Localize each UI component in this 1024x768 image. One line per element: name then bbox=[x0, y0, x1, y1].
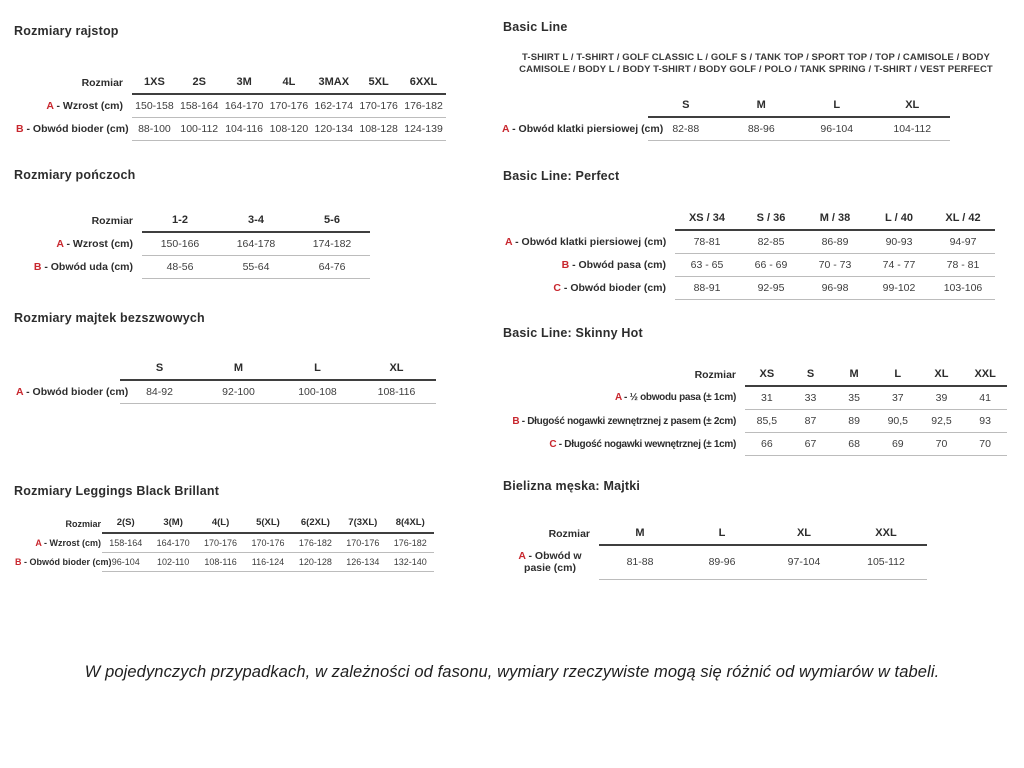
measurement-value-cell: 33 bbox=[789, 386, 833, 410]
measurement-value-cell: 92,5 bbox=[920, 410, 964, 433]
size-table bbox=[14, 210, 370, 279]
row-letter-marker: A bbox=[16, 385, 24, 398]
disclaimer-note: W pojedynczych przypadkach, w zależności od fasonu, wymiary rzeczywiste mogą się różnić od wymiarów w tabeli. bbox=[84, 662, 940, 681]
measurement-value-cell: 164-170 bbox=[222, 94, 267, 118]
size-column-header: M bbox=[599, 523, 681, 545]
header-row bbox=[503, 364, 1007, 386]
size-column-header: 1-2 bbox=[142, 210, 218, 232]
size-column-header: 5XL bbox=[356, 72, 401, 94]
size-column-header: L / 40 bbox=[867, 208, 931, 230]
row-label: A - Wzrost (cm) bbox=[35, 537, 101, 548]
row-letter-marker: C bbox=[549, 438, 557, 450]
measurement-value-cell: 88-100 bbox=[132, 118, 177, 141]
measurement-value-cell: 74 - 77 bbox=[867, 254, 931, 277]
measurement-value-cell: 78-81 bbox=[675, 230, 739, 254]
size-column-header: 3-4 bbox=[218, 210, 294, 232]
measurement-value-cell: 116-124 bbox=[244, 553, 291, 572]
size-table bbox=[14, 72, 446, 141]
size-column-header: XL bbox=[357, 358, 436, 380]
measurement-value-cell: 105-112 bbox=[845, 545, 927, 579]
size-column-header: 6XXL bbox=[401, 72, 446, 94]
measurement-value-cell: 70 bbox=[920, 433, 964, 456]
row-letter-marker: A bbox=[46, 99, 54, 112]
row-letter-marker: C bbox=[553, 282, 561, 294]
measurement-value-cell: 164-170 bbox=[149, 533, 196, 553]
measurement-value-cell: 68 bbox=[832, 433, 876, 456]
measurement-value-cell: 158-164 bbox=[177, 94, 222, 118]
row-letter-marker: A bbox=[502, 122, 510, 135]
measurement-value-cell: 70 bbox=[963, 433, 1007, 456]
section-title: Rozmiary majtek bezszwowych bbox=[14, 311, 205, 325]
size-table bbox=[14, 358, 436, 404]
measurement-row bbox=[14, 256, 370, 279]
measurement-value-cell: 99-102 bbox=[867, 277, 931, 300]
size-table bbox=[14, 514, 434, 572]
measurement-value-cell: 64-76 bbox=[294, 256, 370, 279]
section-basic-line bbox=[500, 20, 1012, 141]
size-table bbox=[503, 208, 995, 300]
measurement-value-cell: 41 bbox=[963, 386, 1007, 410]
section-bielizna-meska-majtki bbox=[503, 479, 927, 580]
size-table bbox=[503, 364, 1007, 456]
size-column-header: XXL bbox=[963, 364, 1007, 386]
measurement-value-cell: 108-116 bbox=[197, 553, 244, 572]
measurement-value-cell: 92-100 bbox=[199, 380, 278, 404]
section-rozmiary-majtek-bezszwowych bbox=[14, 311, 436, 404]
measurement-value-cell: 104-112 bbox=[875, 117, 951, 141]
measurement-row bbox=[503, 230, 995, 254]
size-column-header: 1XS bbox=[132, 72, 177, 94]
measurement-value-cell: 82-88 bbox=[648, 117, 724, 141]
row-label: A - ½ obwodu pasa (± 1cm) bbox=[615, 392, 736, 404]
measurement-value-cell: 162-174 bbox=[311, 94, 356, 118]
measurement-value-cell: 37 bbox=[876, 386, 920, 410]
measurement-value-cell: 63 - 65 bbox=[675, 254, 739, 277]
table-corner-label: Rozmiar bbox=[548, 528, 590, 540]
row-label: A - Obwód klatki piersiowej (cm) bbox=[502, 122, 664, 135]
row-letter-marker: A bbox=[505, 235, 513, 248]
measurement-value-cell: 97-104 bbox=[763, 545, 845, 579]
measurement-value-cell: 89 bbox=[832, 410, 876, 433]
section-rozmiary-ponczoch bbox=[14, 168, 370, 279]
table-corner-label bbox=[14, 358, 120, 380]
size-table bbox=[503, 523, 927, 580]
row-label: A - Obwód w pasie (cm) bbox=[518, 550, 582, 574]
measurement-value-cell: 81-88 bbox=[599, 545, 681, 579]
measurement-value-cell: 96-104 bbox=[799, 117, 875, 141]
measurement-value-cell: 104-116 bbox=[222, 118, 267, 141]
table-corner-label bbox=[503, 208, 675, 230]
row-letter-marker: A bbox=[518, 550, 526, 562]
size-column-header: 3(M) bbox=[149, 514, 196, 533]
size-column-header: M bbox=[832, 364, 876, 386]
section-basic-line-perfect bbox=[503, 169, 995, 300]
size-column-header: XXL bbox=[845, 523, 927, 545]
section-title: Rozmiary rajstop bbox=[14, 24, 119, 38]
measurement-value-cell: 66 - 69 bbox=[739, 254, 803, 277]
row-label: B - Obwód pasa (cm) bbox=[561, 259, 666, 271]
size-column-header: 7(3XL) bbox=[339, 514, 386, 533]
section-rozmiary-leggings bbox=[14, 484, 434, 572]
row-label: C - Długość nogawki wewnętrznej (± 1cm) bbox=[549, 438, 736, 450]
measurement-row bbox=[503, 433, 1007, 456]
measurement-value-cell: 170-176 bbox=[244, 533, 291, 553]
measurement-value-cell: 31 bbox=[745, 386, 789, 410]
measurement-value-cell: 170-176 bbox=[267, 94, 312, 118]
size-column-header: M bbox=[724, 95, 800, 117]
row-letter-marker: A bbox=[615, 392, 622, 404]
row-letter-marker: B bbox=[561, 259, 570, 271]
row-label: B - Obwód uda (cm) bbox=[33, 261, 133, 273]
measurement-row bbox=[503, 386, 1007, 410]
measurement-value-cell: 120-134 bbox=[311, 118, 356, 141]
measurement-value-cell: 102-110 bbox=[149, 553, 196, 572]
size-column-header: 2S bbox=[177, 72, 222, 94]
table-corner-label: Rozmiar bbox=[694, 369, 736, 381]
row-label: C - Obwód bioder (cm) bbox=[553, 282, 666, 294]
header-row bbox=[500, 95, 950, 117]
ponczoch-size-table bbox=[14, 210, 370, 279]
measurement-value-cell: 150-166 bbox=[142, 232, 218, 256]
measurement-value-cell: 92-95 bbox=[739, 277, 803, 300]
section-title: Basic Line: Skinny Hot bbox=[503, 326, 643, 340]
size-column-header: S bbox=[789, 364, 833, 386]
measurement-value-cell: 150-158 bbox=[132, 94, 177, 118]
measurement-value-cell: 96-104 bbox=[102, 553, 149, 572]
row-label: B - Obwód bioder (cm) bbox=[15, 557, 112, 567]
section-title: Basic Line bbox=[503, 20, 568, 34]
measurement-row bbox=[14, 118, 446, 141]
header-row bbox=[14, 358, 436, 380]
row-letter-marker: B bbox=[33, 261, 42, 273]
size-column-header: M / 38 bbox=[803, 208, 867, 230]
section-rozmiary-rajstop bbox=[14, 24, 446, 141]
size-column-header: 2(S) bbox=[102, 514, 149, 533]
measurement-value-cell: 100-112 bbox=[177, 118, 222, 141]
size-column-header: XS / 34 bbox=[675, 208, 739, 230]
measurement-value-cell: 96-98 bbox=[803, 277, 867, 300]
size-column-header: 3M bbox=[222, 72, 267, 94]
measurement-value-cell: 89-96 bbox=[681, 545, 763, 579]
measurement-value-cell: 93 bbox=[963, 410, 1007, 433]
measurement-value-cell: 67 bbox=[789, 433, 833, 456]
section-title: Bielizna męska: Majtki bbox=[503, 479, 641, 493]
measurement-value-cell: 48-56 bbox=[142, 256, 218, 279]
size-column-header: 5-6 bbox=[294, 210, 370, 232]
measurement-row bbox=[14, 232, 370, 256]
size-column-header: 8(4XL) bbox=[387, 514, 434, 533]
measurement-value-cell: 88-96 bbox=[724, 117, 800, 141]
row-letter-marker: B bbox=[15, 557, 22, 567]
measurement-row bbox=[14, 533, 434, 553]
section-title: Basic Line: Perfect bbox=[503, 169, 620, 183]
measurement-value-cell: 55-64 bbox=[218, 256, 294, 279]
table-corner-label: Rozmiar bbox=[91, 215, 133, 227]
header-row bbox=[14, 210, 370, 232]
measurement-row bbox=[14, 553, 434, 572]
measurement-value-cell: 35 bbox=[832, 386, 876, 410]
measurement-row bbox=[503, 254, 995, 277]
row-label: A - Obwód bioder (cm) bbox=[16, 385, 129, 398]
measurement-value-cell: 158-164 bbox=[102, 533, 149, 553]
size-table bbox=[500, 95, 950, 141]
measurement-value-cell: 78 - 81 bbox=[931, 254, 995, 277]
size-column-header: 6(2XL) bbox=[292, 514, 339, 533]
measurement-value-cell: 94-97 bbox=[931, 230, 995, 254]
measurement-value-cell: 176-182 bbox=[292, 533, 339, 553]
majtek-size-table bbox=[14, 358, 436, 404]
skinny-hot-size-table bbox=[503, 364, 1007, 456]
rajstop-size-table bbox=[14, 72, 446, 141]
row-label: A - Wzrost (cm) bbox=[56, 237, 133, 250]
size-column-header: M bbox=[199, 358, 278, 380]
size-column-header: L bbox=[278, 358, 357, 380]
row-label: A - Wzrost (cm) bbox=[46, 99, 123, 112]
size-column-header: 4L bbox=[267, 72, 312, 94]
measurement-value-cell: 86-89 bbox=[803, 230, 867, 254]
size-column-header: 4(L) bbox=[197, 514, 244, 533]
basic-line-size-table bbox=[500, 95, 950, 141]
row-letter-marker: A bbox=[56, 237, 64, 250]
size-column-header: S bbox=[648, 95, 724, 117]
section-title: Rozmiary pończoch bbox=[14, 168, 136, 182]
size-column-header: S / 36 bbox=[739, 208, 803, 230]
measurement-value-cell: 90-93 bbox=[867, 230, 931, 254]
measurement-row bbox=[503, 277, 995, 300]
section-title: Rozmiary Leggings Black Brillant bbox=[14, 484, 220, 498]
row-letter-marker: A bbox=[35, 537, 42, 548]
header-row bbox=[503, 523, 927, 545]
perfect-size-table bbox=[503, 208, 995, 300]
measurement-value-cell: 82-85 bbox=[739, 230, 803, 254]
measurement-value-cell: 39 bbox=[920, 386, 964, 410]
size-column-header: XL bbox=[763, 523, 845, 545]
measurement-value-cell: 103-106 bbox=[931, 277, 995, 300]
size-column-header: L bbox=[799, 95, 875, 117]
header-row bbox=[14, 72, 446, 94]
table-corner-label: Rozmiar bbox=[81, 77, 123, 89]
row-letter-marker: B bbox=[512, 415, 520, 427]
measurement-value-cell: 85,5 bbox=[745, 410, 789, 433]
leggings-size-table bbox=[14, 514, 434, 572]
row-label: A - Obwód klatki piersiowej (cm) bbox=[505, 235, 667, 248]
row-label: B - Długość nogawki zewnętrznej z pasem (± 2cm) bbox=[512, 415, 736, 427]
measurement-value-cell: 170-176 bbox=[339, 533, 386, 553]
measurement-value-cell: 170-176 bbox=[356, 94, 401, 118]
measurement-value-cell: 132-140 bbox=[387, 553, 434, 572]
header-row bbox=[503, 208, 995, 230]
measurement-value-cell: 90,5 bbox=[876, 410, 920, 433]
size-column-header: L bbox=[876, 364, 920, 386]
size-column-header: XL bbox=[920, 364, 964, 386]
table-corner-label: Rozmiar bbox=[65, 518, 101, 529]
measurement-value-cell: 108-128 bbox=[356, 118, 401, 141]
measurement-value-cell: 108-116 bbox=[357, 380, 436, 404]
measurement-value-cell: 108-120 bbox=[267, 118, 312, 141]
measurement-value-cell: 84-92 bbox=[120, 380, 199, 404]
measurement-value-cell: 174-182 bbox=[294, 232, 370, 256]
measurement-value-cell: 66 bbox=[745, 433, 789, 456]
section-basic-line-skinny-hot bbox=[503, 326, 1007, 456]
majtki-meskie-size-table bbox=[503, 523, 927, 580]
size-column-header: L bbox=[681, 523, 763, 545]
size-column-header: XL / 42 bbox=[931, 208, 995, 230]
measurement-value-cell: 88-91 bbox=[675, 277, 739, 300]
size-column-header: 5(XL) bbox=[244, 514, 291, 533]
measurement-value-cell: 120-128 bbox=[292, 553, 339, 572]
measurement-value-cell: 164-178 bbox=[218, 232, 294, 256]
measurement-value-cell: 126-134 bbox=[339, 553, 386, 572]
size-column-header: XS bbox=[745, 364, 789, 386]
measurement-row bbox=[14, 380, 436, 404]
measurement-value-cell: 70 - 73 bbox=[803, 254, 867, 277]
measurement-value-cell: 69 bbox=[876, 433, 920, 456]
measurement-value-cell: 170-176 bbox=[197, 533, 244, 553]
row-letter-marker: B bbox=[16, 123, 24, 135]
size-column-header: 3MAX bbox=[311, 72, 356, 94]
measurement-row bbox=[503, 410, 1007, 433]
measurement-row bbox=[14, 94, 446, 118]
row-label: B - Obwód bioder (cm) bbox=[16, 123, 129, 135]
size-column-header: S bbox=[120, 358, 199, 380]
measurement-row bbox=[500, 117, 950, 141]
measurement-value-cell: 100-108 bbox=[278, 380, 357, 404]
measurement-value-cell: 176-182 bbox=[401, 94, 446, 118]
header-row bbox=[14, 514, 434, 533]
measurement-value-cell: 176-182 bbox=[387, 533, 434, 553]
measurement-value-cell: 124-139 bbox=[401, 118, 446, 141]
measurement-value-cell: 87 bbox=[789, 410, 833, 433]
table-corner-label bbox=[500, 95, 648, 117]
basic-line-product-list: T-SHIRT L / T-SHIRT / GOLF CLASSIC L / GOLF S / TANK TOP / SPORT TOP / TOP / CAMISOLE / BODY CAMISOLE / BODY L / BODY T-SHIRT / BODY GOLF / POLO / TANK SPRING / T-SHIRT / VEST PERFECT bbox=[519, 52, 993, 75]
measurement-row bbox=[503, 545, 927, 579]
size-column-header: XL bbox=[875, 95, 951, 117]
